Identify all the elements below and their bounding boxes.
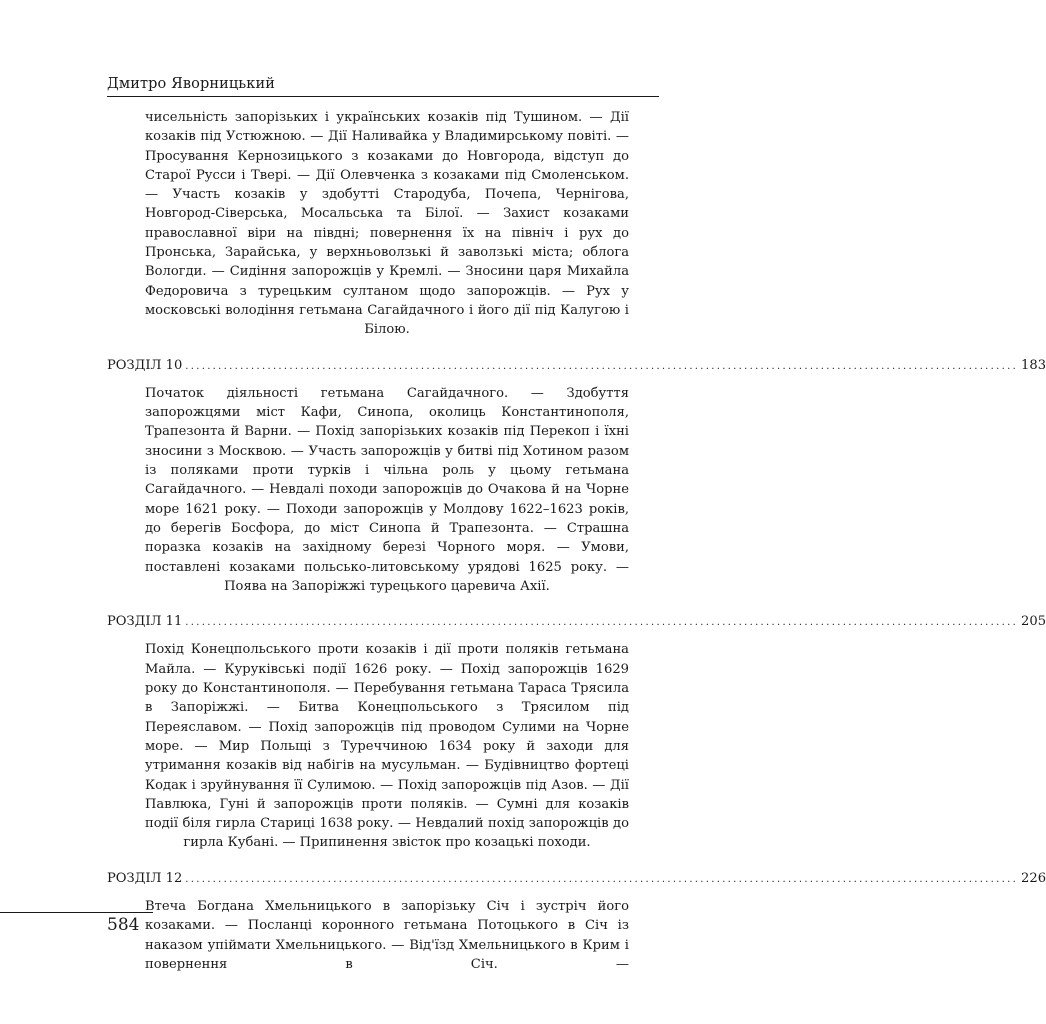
chapter-page-number: 226 — [1021, 870, 1046, 886]
running-header-author: Дмитро Яворницький — [107, 76, 275, 92]
header-rule — [107, 96, 659, 97]
chapter-page-number: 183 — [1021, 357, 1046, 373]
dot-leader: ........................................................................................................................................................ — [185, 360, 1019, 372]
chapter-summary: Похід Конецпольського проти козаків і дії проти поляків гетьмана Майла. — Куруківські події 1626 року. — Похід запорожців 1629 року до Константинополя. — Перебування гетьмана Тараса Трясила в Запоріжжі. — Битва Конецпольського з Трясилом під Переяславом. — Похід запорожців під проводом Сулими на Чорне море. — Мир Польщі з Туреччиною 1634 року й заходи для утримання козаків від набігів на мусульман. — Будівництво фортеці Кодак і зруйнування її Сулимою. — Похід запорожців під Азов. — Дії Павлюка, Гуні й запорожців проти поляків. — Сумні для козаків події біля гирла Стариці 1638 року. — Невдалий похід запорожців до гирла Кубані. — Припинення звісток про козацькі походи. — [145, 642, 629, 851]
chapter-summary: чисельність запорізьких і українських козаків під Тушином. — Дії козаків під Устюжною. — Дії Наливайка у Владимирському повіті. — Просування Кернозицького з козаками до Новгорода, відступ до Старої Русси і Твері. — Дії Олевченка з козаками під Смоленськом. — Участь козаків у здобутті Стародуба, Почепа, Чернігова, Новгород-Сіверська, Мосальська та Білої. — Захист козаками православної віри на півдні; повернення їх на північ і рух до Пронська, Зарайська, у верхньоволзькі й заволзькі міста; облога Вологди. — Сидіння запорожців у Кремлі. — Зносини царя Михайла Федоровича з турецьким султаном щодо запорожців. — Рух у московські володіння гетьмана Сагайдачного і його дії під Калугою і Білою. — [145, 110, 629, 338]
footer-rule — [0, 912, 153, 913]
dot-leader: ........................................................................................................................................................ — [185, 873, 1019, 885]
page-number: 584 — [107, 915, 140, 935]
chapter-summary: Втеча Богдана Хмельницького в запорізьку Січ і зустріч його козаками. — Посланці коронного гетьмана Потоцького в Січ із наказом упіймати Хмельницького. — Від'їзд Хмельницького в Крим і повернення в Січ. — — [145, 898, 629, 972]
toc-entry-chapter-12 — [107, 869, 1046, 889]
chapter-page-number: 205 — [1021, 614, 1046, 630]
chapter-label: РОЗДІЛ 10 — [107, 357, 183, 373]
chapter-summary: Початок діяльності гетьмана Сагайдачного. — Здобуття запорожцями міст Кафи, Синопа, околиць Константинополя, Трапезонта й Варни. — Похід запорізьких козаків під Перекоп і їхні зносини з Москвою. — Участь запорожців у битві під Хотином разом із поляками проти турків і чільна роль у цьому гетьмана Сагайдачного. — Невдалі походи запорожців до Очакова й на Чорне море 1621 року. — Походи запорожців у Молдову 1622–1623 років, до берегів Босфора, до міст Синопа й Трапезонта. — Страшна поразка козаків на західному березі Чорного моря. — Умови, поставлені козаками польсько-литовському урядові 1625 року. — Поява на Запоріжжі турецького царевича Ахії. — [145, 385, 629, 594]
chapter-label: РОЗДІЛ 12 — [107, 870, 183, 886]
table-of-contents — [107, 108, 1046, 974]
chapter-label: РОЗДІЛ 11 — [107, 614, 183, 630]
toc-entry-chapter-10 — [107, 356, 1046, 376]
toc-entry-chapter-11 — [107, 612, 1046, 632]
dot-leader: ........................................................................................................................................................ — [185, 617, 1019, 629]
